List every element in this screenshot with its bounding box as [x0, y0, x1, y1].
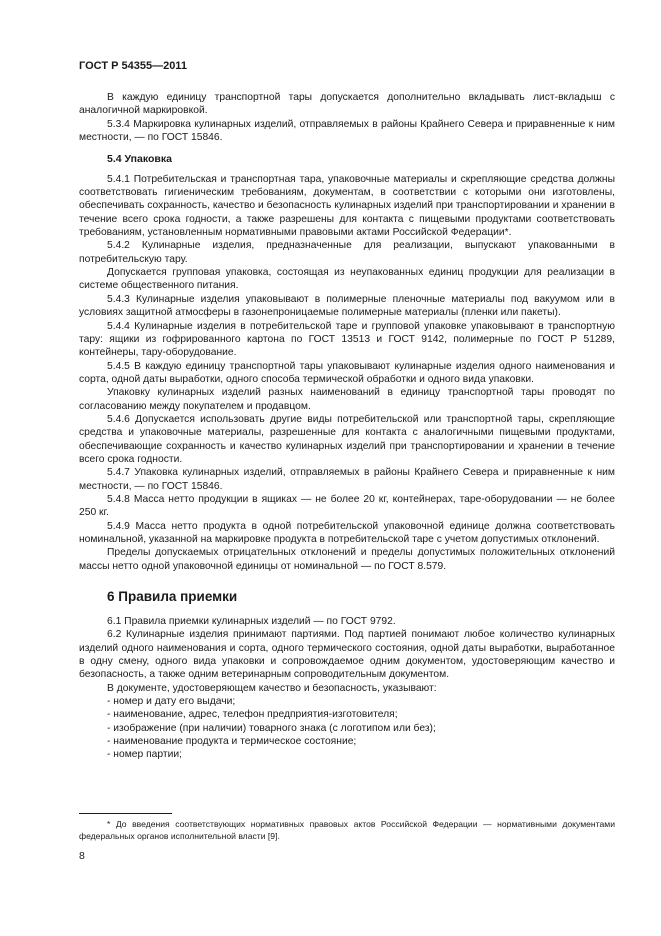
document-code-header: ГОСТ Р 54355—2011 — [79, 60, 187, 72]
paragraph: 6.2 Кулинарные изделия принимают партиями. Под партией понимают любое количество кулинарных изделий одного наименования и сорта, одного термического состояния, одной даты выработки, выработанное в одну смену, одного вида упаковки и сопровождаемое одним документом, удостоверяющим качество и безопасность, а также одним ветеринарным сопроводительным документом. — [79, 629, 615, 681]
paragraph: Пределы допускаемых отрицательных отклонений и пределы допустимых положительных отклонений массы нетто одной упаковочной единицы от номинальной — по ГОСТ 8.579. — [79, 547, 615, 572]
paragraph: 5.4.3 Кулинарные изделия упаковывают в полимерные пленочные материалы под вакуумом или в условиях защитной атмосферы в газонепроницаемые полимерные материалы (пленки или пакеты). — [79, 293, 615, 319]
section-heading-5-4: 5.4 Упаковка — [107, 153, 172, 166]
footnote-separator — [79, 813, 172, 814]
main-text — [79, 91, 615, 762]
list-item: - наименование продукта и термическое состояние; — [107, 736, 357, 748]
paragraph: 5.4.6 Допускается использовать другие виды потребительской или транспортной тары, скрепляющие средства и упаковочные материалы, разрешенные для контакта с аналогичными пищевыми продуктами, обеспечивающие сохранность и качество кулинарных изделий при транспортировании и хранении в течение всего срока годности. — [79, 413, 615, 465]
paragraph: В документе, удостоверяющем качество и безопасность, указывают: — [107, 682, 437, 694]
paragraph: 5.3.4 Маркировка кулинарных изделий, отправляемых в районы Крайнего Севера и приравненные к ним местности, — по ГОСТ 15846. — [79, 118, 615, 144]
list-item: - номер партии; — [107, 749, 182, 761]
list-item: - номер и дату его выдачи; — [107, 696, 236, 708]
requirements-list — [79, 695, 615, 762]
paragraph: 5.4.2 Кулинарные изделия, предназначенные для реализации, выпускают упакованными в потребительскую тару. — [79, 240, 615, 265]
paragraph: Упаковку кулинарных изделий разных наименований в единицу транспортной тары проводят по согласованию между покупателем и продавцом. — [79, 387, 615, 412]
list-item: - изображение (при наличии) товарного знака (с логотипом или без); — [107, 722, 436, 734]
list-item: - наименование, адрес, телефон предприятия-изготовителя; — [107, 709, 398, 721]
footnote: * До введения соответствующих нормативных правовых актов Российской Федерации — нормативными документами федеральных органов исполнительной власти [9]. — [79, 819, 615, 841]
paragraph: 5.4.5 В каждую единицу транспортной тары упаковывают кулинарные изделия одного наименования и сорта, одной даты выработки, одного способа термической обработки и одного вида упаковки. — [79, 360, 615, 385]
page-number: 8 — [79, 850, 85, 862]
paragraph: В каждую единицу транспортной тары допускается дополнительно вкладывать лист-вкладыш с аналогичной маркировкой. — [79, 92, 615, 117]
paragraph: Допускается групповая упаковка, состоящая из неупакованных единиц продукции для реализации в системе общественного питания. — [79, 267, 615, 292]
paragraph: 5.4.4 Кулинарные изделия в потребительской таре и групповой упаковке упаковывают в транспортную тару: ящики из гофрированного картона по ГОСТ 13513 и ГОСТ 9142, полимерные по ГОСТ Р 51289, контейнеры, тару-оборудование. — [79, 320, 615, 359]
paragraph: 5.4.8 Масса нетто продукции в ящиках — не более 20 кг, контейнерах, таре-оборудовании — не более 250 кг. — [79, 493, 615, 519]
paragraph: 5.4.1 Потребительская и транспортная тара, упаковочные материалы и скрепляющие средства должны соответствовать гигиеническим требованиям, документам, в соответствии с которыми они изготовлены, обеспечивать сохранность, качество и безопасность кулинарных изделий при транспортировании и хранении в течение всего срока годности, а также разрешены для контакта с пищевыми продуктами соответствовать требованиям, установленным нормативными правовыми актами Российской Федерации*. — [79, 173, 615, 239]
paragraph: 5.4.9 Масса нетто продукта в одной потребительской упаковочной единице должна соответствовать номинальной, указанной на маркировке продукта в потребительской таре с учетом допустимых отклонений. — [79, 520, 615, 545]
section-heading-6: 6 Правила приемки — [107, 589, 238, 605]
paragraph: 6.1 Правила приемки кулинарных изделий — по ГОСТ 9792. — [107, 616, 396, 628]
paragraph: 5.4.7 Упаковка кулинарных изделий, отправляемых в районы Крайнего Севера и приравненные к ним местности, — по ГОСТ 15846. — [79, 467, 615, 492]
